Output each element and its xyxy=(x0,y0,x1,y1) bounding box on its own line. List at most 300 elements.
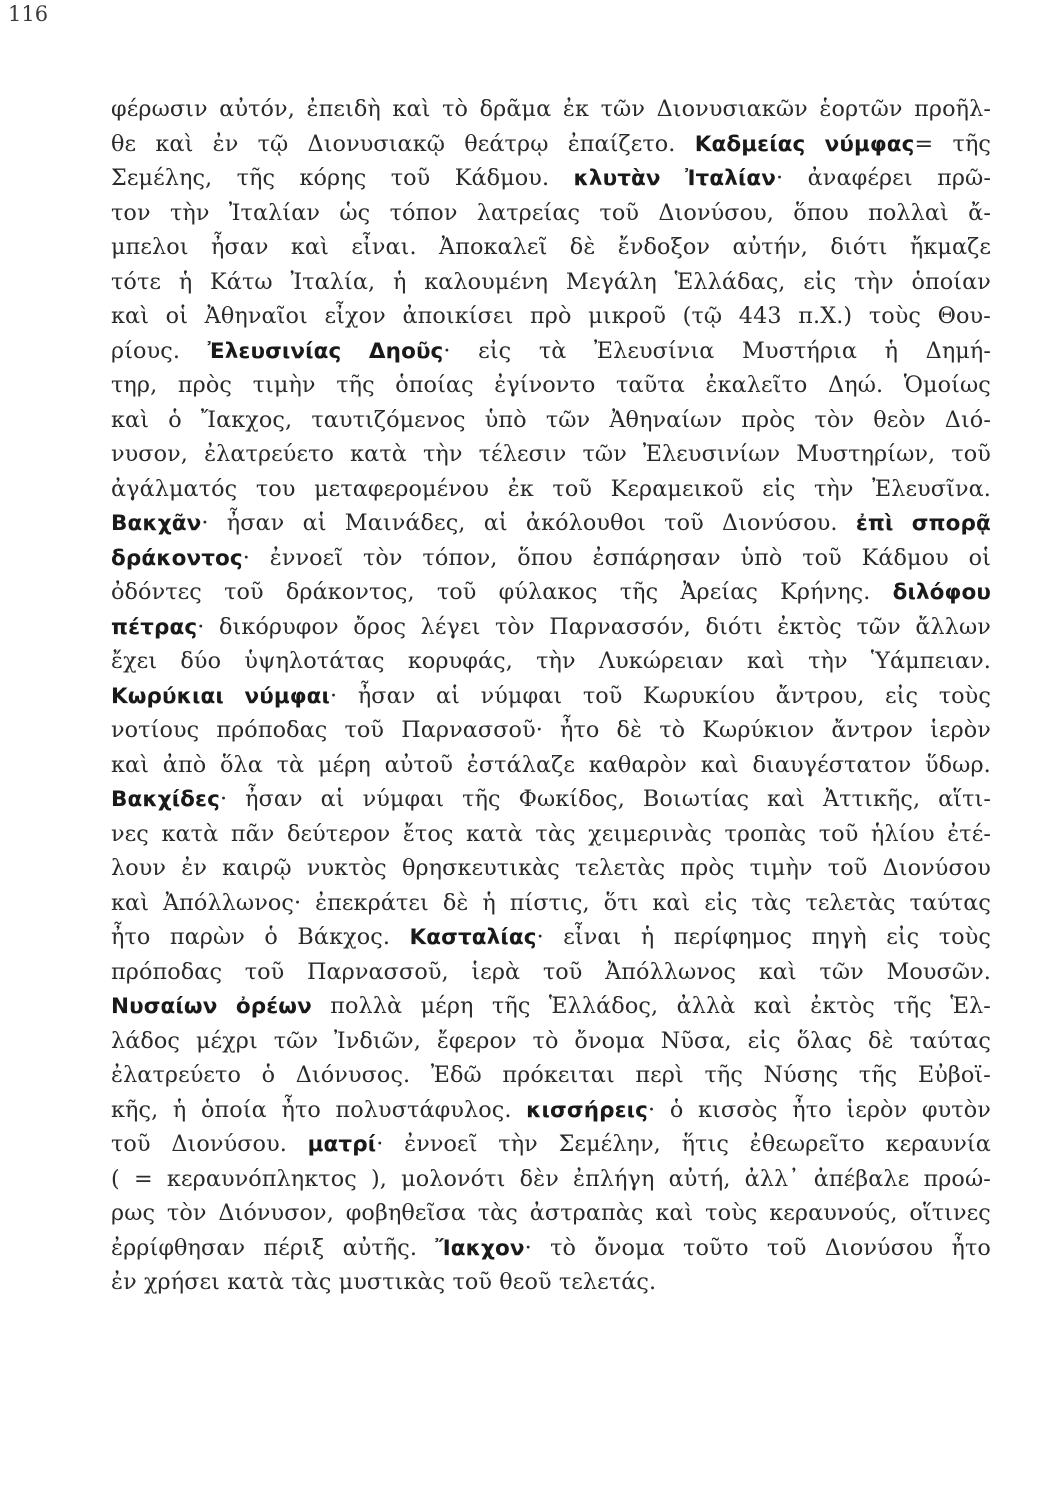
word-text: (τῷ xyxy=(682,303,723,329)
word xyxy=(762,472,795,507)
word-text: Ἀποκαλεῖ xyxy=(439,234,548,260)
bold-lemma: πέτρας xyxy=(111,614,198,640)
word-text: ἐκαλεῖτο xyxy=(705,372,808,398)
word-text: Διό- xyxy=(944,406,991,433)
word-text: ἐπαίζετο. xyxy=(567,130,676,157)
word-text: ἐστάλαζε xyxy=(466,751,575,778)
word-text: Δημή- xyxy=(925,337,991,364)
bold-lemma: Καδμείας xyxy=(694,131,806,157)
word-text: Διονυσιακῶν xyxy=(656,96,808,122)
word xyxy=(482,886,495,921)
word-text: ἀγάλματός xyxy=(111,475,238,502)
word-text: τῆς xyxy=(704,1062,743,1088)
word-text: εἰς xyxy=(886,924,920,950)
word xyxy=(856,506,894,541)
word xyxy=(318,748,371,783)
text-line xyxy=(111,610,991,645)
word xyxy=(264,920,278,955)
word xyxy=(437,575,477,610)
word-text: τοὺς xyxy=(938,682,991,709)
word-text: ἐλατρεύετο xyxy=(204,441,335,467)
word xyxy=(912,506,991,541)
word-text: προώ- xyxy=(923,1165,991,1192)
word-text: καὶ xyxy=(111,751,150,778)
word-text: ἀλλ᾽ xyxy=(744,1165,800,1192)
word-text: Ὁμοίως xyxy=(903,372,991,398)
word xyxy=(163,886,301,921)
word xyxy=(868,196,949,231)
text-line xyxy=(111,334,991,369)
word xyxy=(111,334,180,369)
word xyxy=(437,1024,517,1059)
word xyxy=(643,437,780,472)
word-text: ἐκτὸς xyxy=(777,613,842,640)
word xyxy=(307,92,381,127)
word-text: Κάδμου xyxy=(861,544,949,571)
word-text: καλουμένη xyxy=(424,268,549,295)
word-text: ἔνδοξον xyxy=(617,234,711,260)
word-text: τοῦ xyxy=(827,855,868,881)
word xyxy=(208,334,342,369)
word xyxy=(519,782,625,817)
word-text: τῶν xyxy=(856,613,901,640)
word xyxy=(224,575,264,610)
word xyxy=(599,196,639,231)
word-text: ὅλας xyxy=(796,1027,853,1054)
word-text: τοῦ xyxy=(542,958,583,985)
word-text: τῆς xyxy=(462,786,501,812)
word xyxy=(559,1265,656,1300)
word xyxy=(423,437,463,472)
word xyxy=(204,437,334,472)
word-text: αὐτοῦ xyxy=(384,751,454,778)
word-text: τον xyxy=(111,199,151,226)
word xyxy=(535,817,575,852)
body-text xyxy=(111,92,991,1300)
word-text: ὑψηλοτάτας xyxy=(244,648,385,674)
text-line xyxy=(111,1265,991,1300)
word-text: τὴν xyxy=(808,648,848,674)
word xyxy=(494,368,595,403)
word xyxy=(526,1093,655,1128)
word xyxy=(947,817,991,852)
word-text: ἀναφέρει xyxy=(807,165,913,191)
page-number: 116 xyxy=(8,2,49,26)
word xyxy=(859,1058,897,1093)
word-text: ἐπεκράτει xyxy=(315,889,429,916)
word-text: τὴν xyxy=(169,199,210,226)
word xyxy=(339,1265,453,1300)
word-text: ἔφερον xyxy=(436,1027,517,1054)
word xyxy=(886,920,919,955)
word xyxy=(218,1196,334,1231)
word-text: δὲ xyxy=(569,234,596,260)
word-text: κόρης xyxy=(299,165,367,191)
word xyxy=(742,334,857,369)
word-text: Εὐβοϊ- xyxy=(917,1062,991,1088)
word-text: ὡς xyxy=(339,199,371,226)
word xyxy=(618,230,710,265)
word-text: δικόρυφον xyxy=(218,613,339,640)
word xyxy=(111,161,212,196)
word-text: Ἑλλάδος, xyxy=(548,993,659,1019)
word xyxy=(236,989,312,1024)
word-text: Σεμέλης, xyxy=(111,165,213,191)
bold-lemma: Κασταλίας xyxy=(409,925,537,950)
word-text: πρὸς xyxy=(741,406,796,433)
word xyxy=(670,1093,684,1128)
word xyxy=(111,541,250,576)
word-text: · xyxy=(242,544,250,571)
word-text: ὁ xyxy=(264,924,278,950)
word-text: Μαινάδες, xyxy=(344,510,466,536)
word xyxy=(467,748,575,783)
word xyxy=(173,1093,186,1128)
word-text: πίστις, xyxy=(509,889,590,916)
word-text: Παρνασσοῦ, xyxy=(306,958,449,985)
word xyxy=(111,817,149,852)
word-text: οἵτινες xyxy=(909,1200,991,1226)
bold-lemma: κλυτὰν xyxy=(573,166,661,191)
word xyxy=(674,920,792,955)
word xyxy=(575,851,665,886)
word-text: τὸ xyxy=(659,717,686,743)
word xyxy=(111,127,136,162)
word xyxy=(499,1265,559,1300)
word xyxy=(751,886,791,921)
word xyxy=(563,920,621,955)
word xyxy=(611,472,744,507)
word xyxy=(617,713,643,748)
word xyxy=(258,127,289,162)
word-text: Ἴακχος, xyxy=(200,406,293,433)
word-text: ἀπέβαλε xyxy=(813,1165,910,1192)
word-text: Δηώ. xyxy=(828,372,884,398)
word xyxy=(281,1093,320,1128)
word xyxy=(883,851,991,886)
word-text: ἀλλὰ xyxy=(676,993,736,1019)
word xyxy=(170,920,245,955)
word-text: ταυτιζόμενος xyxy=(311,406,466,433)
word-text: ἦτο xyxy=(111,924,151,950)
word xyxy=(167,1162,357,1197)
word xyxy=(918,1058,991,1093)
word-text: μικροῦ xyxy=(588,303,667,329)
word-text: θεάτρῳ xyxy=(464,130,549,157)
word-text: · xyxy=(524,1234,532,1261)
word xyxy=(945,403,991,438)
word-text: ἡ xyxy=(640,924,655,950)
word-text: Ἰταλία, xyxy=(290,268,376,295)
word-text: τὸ xyxy=(532,1027,559,1054)
word xyxy=(178,368,232,403)
word xyxy=(499,575,598,610)
word xyxy=(345,506,466,541)
word xyxy=(793,196,848,231)
word-text: ἐτέ- xyxy=(947,820,991,847)
word-text: χειμερινὰς xyxy=(588,820,712,847)
word xyxy=(560,713,599,748)
text-line xyxy=(111,748,991,783)
word xyxy=(291,1265,338,1300)
word xyxy=(424,265,548,300)
word xyxy=(563,92,589,127)
bold-lemma: ματρί xyxy=(307,1132,377,1157)
word-text: Νύσης xyxy=(763,1062,839,1088)
word-text: τοῦ xyxy=(390,165,431,191)
word-text: ὅλα xyxy=(219,751,263,778)
word-text: εἰς xyxy=(803,268,837,295)
text-line xyxy=(111,920,991,955)
word xyxy=(893,575,991,610)
word xyxy=(922,1093,991,1128)
word xyxy=(502,1058,614,1093)
word xyxy=(308,1127,384,1162)
word xyxy=(680,575,758,610)
word-text: Κάδμου. xyxy=(454,165,550,191)
word xyxy=(635,1058,683,1093)
word-text: φέρωσιν xyxy=(111,96,208,122)
word xyxy=(111,782,227,817)
word xyxy=(588,299,666,334)
word xyxy=(321,782,345,817)
word xyxy=(530,299,572,334)
word xyxy=(566,265,657,300)
word-text: τῆς xyxy=(236,165,276,191)
word-text: νοτίους xyxy=(111,717,200,743)
word-text: ἀποικίσει xyxy=(402,303,514,329)
word xyxy=(111,748,149,783)
word-text: τοῦ xyxy=(818,820,859,847)
word-text: μολονότι xyxy=(401,1165,506,1192)
word xyxy=(205,299,308,334)
word-text: ), xyxy=(371,1165,387,1192)
word xyxy=(539,334,567,369)
word-text: ἐγίνοντο xyxy=(494,372,596,398)
word-text: Ἐλευσίνια xyxy=(593,337,715,364)
word xyxy=(111,644,157,679)
word-text: Διονύσου, xyxy=(658,199,774,226)
word xyxy=(767,1231,807,1266)
word xyxy=(385,748,453,783)
word xyxy=(885,679,918,714)
word xyxy=(677,989,736,1024)
word-text: = xyxy=(133,1165,153,1192)
word xyxy=(439,230,547,265)
word-text: ἐσπάρησαν xyxy=(592,544,721,571)
word-text: Κωρύκιον xyxy=(702,717,815,743)
word-text: Διονύσου xyxy=(824,1234,934,1261)
word xyxy=(314,472,489,507)
word xyxy=(196,1024,258,1059)
word-text: ἐννοεῖ xyxy=(269,544,344,571)
word-text: ὅτι xyxy=(603,889,639,916)
word xyxy=(270,541,343,576)
word xyxy=(346,1196,466,1231)
word xyxy=(111,1265,144,1300)
text-line xyxy=(111,1196,991,1231)
word xyxy=(725,817,807,852)
word xyxy=(307,955,449,990)
word-text: π.Χ.) xyxy=(798,303,853,329)
word xyxy=(722,506,838,541)
word-text: ἐπειδὴ xyxy=(306,96,381,122)
word xyxy=(244,679,337,714)
word xyxy=(814,1162,910,1197)
word xyxy=(930,713,991,748)
word xyxy=(739,299,782,334)
word xyxy=(915,610,991,645)
word-text: · xyxy=(330,682,338,709)
word xyxy=(904,368,991,403)
word-text: Βάκχος. xyxy=(297,924,391,950)
word-text: πρόποδας xyxy=(216,717,328,743)
word-text: ( xyxy=(111,1165,120,1192)
word xyxy=(872,472,991,507)
word-text: του xyxy=(255,475,296,502)
word xyxy=(846,1093,907,1128)
word xyxy=(886,955,991,990)
word-text: Κάτω xyxy=(210,268,273,295)
word-text: τῶν xyxy=(600,96,645,122)
word-text: κατὰ xyxy=(227,1269,285,1295)
word-text: · xyxy=(443,337,451,364)
text-line xyxy=(111,403,991,438)
word-text: τὰς xyxy=(751,889,792,916)
text-line xyxy=(111,1058,991,1093)
word xyxy=(237,161,275,196)
word-text: ταύτας xyxy=(909,889,991,916)
word xyxy=(533,1024,559,1059)
word-text: ἐπλήγη xyxy=(573,1165,655,1192)
word xyxy=(111,955,222,990)
word xyxy=(111,437,188,472)
word-text: πρόκειται xyxy=(502,1062,615,1088)
word-text: αὐτόν, xyxy=(219,96,295,122)
bold-lemma: νύμφας xyxy=(824,131,915,157)
word-text: οἱ xyxy=(968,544,991,571)
word xyxy=(253,368,316,403)
word-text: πρόποδας xyxy=(111,958,223,985)
word-text: αὐτήν, xyxy=(732,234,808,260)
word xyxy=(452,1265,499,1300)
word-text: Ὑάμπειαν. xyxy=(870,648,991,674)
word-text: ρως xyxy=(111,1200,156,1226)
word xyxy=(767,782,805,817)
word-text: ὅπου xyxy=(517,544,573,571)
word xyxy=(951,437,991,472)
word-text: τοῦ xyxy=(802,544,842,571)
word xyxy=(517,541,572,576)
text-line xyxy=(111,851,991,886)
word xyxy=(594,334,714,369)
word xyxy=(675,265,786,300)
word-text: Ἀρείας xyxy=(680,579,758,605)
word xyxy=(893,989,931,1024)
word xyxy=(754,989,792,1024)
word xyxy=(478,334,511,369)
word xyxy=(574,1024,644,1059)
word-text: · xyxy=(376,1131,384,1157)
word-text: εἶναι xyxy=(563,924,622,950)
word-text: Μυστήρια xyxy=(742,337,858,364)
word-text: πέριξ xyxy=(263,1234,325,1261)
word-text: ἐκ xyxy=(562,96,590,122)
word-text: τοὺς xyxy=(938,924,991,950)
word-text: Νῦσα, xyxy=(660,1027,732,1054)
text-line xyxy=(111,472,991,507)
word xyxy=(111,1058,241,1093)
word-text: τῆς xyxy=(336,372,375,398)
word-text: = xyxy=(914,130,934,157)
word-text: τὴν xyxy=(536,648,576,674)
word xyxy=(311,403,465,438)
word xyxy=(803,265,836,300)
word-text: τοῦ xyxy=(664,510,704,536)
word xyxy=(227,506,285,541)
word xyxy=(395,368,473,403)
text-line xyxy=(111,265,991,300)
word-text: ἡ xyxy=(178,268,193,295)
word-text: ἱερὸν xyxy=(846,1096,908,1123)
word-text: κεραυνόπληκτος xyxy=(166,1165,357,1192)
text-line xyxy=(111,437,991,472)
word xyxy=(871,817,935,852)
word-text: τὸν xyxy=(166,1200,207,1226)
word-text: ἐλατρεύετο xyxy=(111,1062,242,1088)
bold-lemma: δράκοντος xyxy=(111,545,243,571)
word-text: τὸ xyxy=(442,96,469,122)
word-text: τοὺς xyxy=(705,1200,758,1226)
bold-lemma: Δηοῦς xyxy=(368,338,444,364)
word-text: δὲ xyxy=(868,1027,894,1054)
word xyxy=(641,920,654,955)
word-text: πρὸς xyxy=(680,855,735,881)
word-text: τιμὴν xyxy=(252,372,316,398)
word xyxy=(111,610,204,645)
word xyxy=(111,851,166,886)
word xyxy=(111,575,202,610)
word-text: λατρείας xyxy=(476,199,581,226)
word xyxy=(245,782,303,817)
word-text: νες xyxy=(111,820,149,847)
word xyxy=(914,92,991,127)
word-text: τροπὰς xyxy=(724,820,807,847)
word-text: Παρνασσοῦ· xyxy=(401,717,543,743)
word xyxy=(336,1093,512,1128)
word xyxy=(111,196,151,231)
word-text: τόπον, xyxy=(422,544,498,571)
word-text: καὶ xyxy=(655,1200,694,1226)
word xyxy=(244,644,384,679)
word-text: φυτὸν xyxy=(921,1096,991,1123)
word xyxy=(363,782,445,817)
word-text: ταύτας xyxy=(909,1027,991,1054)
word-text: τῶν xyxy=(273,1027,319,1054)
word-text: νυσον, xyxy=(111,441,188,467)
word-text: τοῦ xyxy=(244,958,285,985)
word xyxy=(256,472,296,507)
word xyxy=(683,299,723,334)
word-text: διότι xyxy=(830,234,888,260)
word xyxy=(601,92,645,127)
word xyxy=(393,265,406,300)
word-text: πολλαὶ xyxy=(868,199,949,226)
word-text: τέλεσιν xyxy=(478,441,567,467)
word xyxy=(402,851,560,886)
word xyxy=(704,886,737,921)
word xyxy=(701,748,739,783)
